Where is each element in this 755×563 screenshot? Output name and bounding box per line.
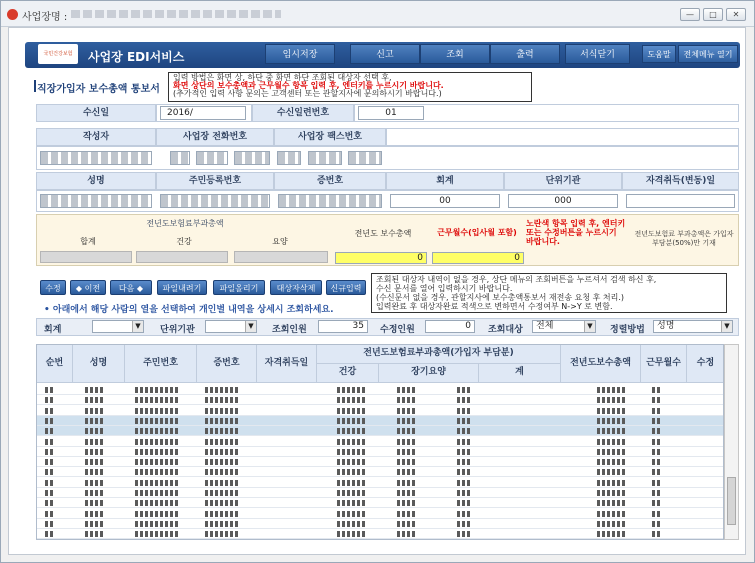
- menu-close-form[interactable]: 서식닫기: [565, 44, 630, 64]
- redacted-cell: [397, 480, 417, 486]
- redacted-cell: [652, 459, 662, 465]
- maximize-button[interactable]: □: [703, 8, 723, 21]
- redacted-cell: [85, 500, 103, 506]
- target-select-value: 전체: [536, 321, 554, 331]
- redacted-cell: [457, 439, 471, 445]
- table-row[interactable]: [37, 385, 724, 395]
- redacted-cell: [457, 469, 471, 475]
- brand-logo: 국민건강보험: [38, 44, 78, 64]
- redacted-cell: [85, 531, 103, 537]
- table-row[interactable]: [37, 447, 724, 457]
- redacted-cell: [85, 387, 103, 393]
- table-row[interactable]: [37, 416, 724, 426]
- count-value: 35: [318, 320, 368, 333]
- count-label: 조회인원: [272, 325, 307, 335]
- redacted-cell: [457, 428, 471, 434]
- col-work-months[interactable]: 근무월수: [641, 345, 687, 383]
- section-marker: [34, 80, 36, 92]
- redacted-cell: [337, 490, 365, 496]
- redacted-cell: [597, 521, 625, 527]
- filter-account-label: 회계: [44, 325, 62, 335]
- redacted-cell: [337, 459, 365, 465]
- redacted-cell: [135, 397, 179, 403]
- redacted-cell: [652, 521, 662, 527]
- redacted-cell: [652, 428, 662, 434]
- premium-health-label: 건강: [176, 237, 192, 246]
- work-months-label: 근무월수(입사월 포함): [437, 228, 517, 237]
- tip-line: (수신문서 없을 경우, 관할지사에 보수총액통보서 재전송 요청 후 처리.): [376, 293, 625, 302]
- redacted-cell: [205, 387, 239, 393]
- redacted-cell: [205, 418, 239, 424]
- redacted-cell: [397, 418, 417, 424]
- redacted-cell: [337, 428, 365, 434]
- menu-temp-save[interactable]: 임시저장: [265, 44, 335, 64]
- new-input-button[interactable]: 신규입력: [326, 280, 366, 295]
- table-row[interactable]: [37, 467, 724, 477]
- cert-no-label: 증번호: [274, 172, 386, 190]
- redacted-cell: [457, 531, 471, 537]
- redacted-cell: [45, 521, 55, 527]
- redacted-cell: [45, 418, 55, 424]
- full-menu-button[interactable]: 전체메뉴 열기: [678, 45, 738, 63]
- redacted-cell: [135, 418, 179, 424]
- redacted-cell: [337, 387, 365, 393]
- table-row[interactable]: [37, 488, 724, 498]
- col-longterm-care[interactable]: 장기요양: [379, 364, 479, 383]
- tip-line: 입력 방법은 화면 상, 하단 중 화면 하단 조회된 대상자 선택 후,: [173, 73, 392, 82]
- fax-label: 사업장 팩스번호: [274, 128, 386, 146]
- redacted-cell: [652, 439, 662, 445]
- pay-total-label: 전년도 보수총액: [354, 229, 412, 238]
- redacted-cell: [45, 439, 55, 445]
- redacted-cell: [205, 459, 239, 465]
- redacted-cell: [397, 531, 417, 537]
- menu-report[interactable]: 신고: [350, 44, 420, 64]
- redacted-cell: [457, 459, 471, 465]
- redacted-cell: [135, 500, 179, 506]
- app-logo-icon: [7, 9, 18, 20]
- redacted-cell: [652, 531, 662, 537]
- redacted-cell: [135, 439, 179, 445]
- redacted-cell: [397, 408, 417, 414]
- minimize-button[interactable]: —: [680, 8, 700, 21]
- redacted-cell: [205, 521, 239, 527]
- redacted-cell: [597, 511, 625, 517]
- premium-care-label: 요양: [272, 237, 288, 246]
- redacted-cell: [205, 428, 239, 434]
- grid-scrollbar[interactable]: [724, 344, 739, 540]
- redacted-cell: [397, 511, 417, 517]
- redacted-cell: [135, 459, 179, 465]
- qualification-date-field[interactable]: [626, 194, 735, 208]
- qualification-date-label: 자격취득(변동)일: [622, 172, 739, 190]
- redacted-cell: [457, 490, 471, 496]
- redacted-cell: [597, 480, 625, 486]
- redacted-cell: [135, 469, 179, 475]
- col-sum[interactable]: 계: [479, 364, 561, 383]
- redacted-cell: [85, 459, 103, 465]
- unit-label: 단위기관: [504, 172, 622, 190]
- redacted-cell: [205, 531, 239, 537]
- scrollbar-thumb[interactable]: [727, 477, 736, 525]
- account-select[interactable]: [92, 320, 144, 333]
- redacted-cell: [652, 449, 662, 455]
- name-field[interactable]: [40, 194, 152, 208]
- redacted-cell: [85, 469, 103, 475]
- redacted-cell: [597, 387, 625, 393]
- redacted-cell: [337, 500, 365, 506]
- window-title-redacted: [71, 10, 281, 18]
- redacted-cell: [337, 469, 365, 475]
- redacted-cell: [397, 521, 417, 527]
- col-seq[interactable]: 순번: [37, 345, 73, 383]
- redacted-cell: [85, 511, 103, 517]
- table-row[interactable]: [37, 426, 724, 436]
- tip-line: 조회된 대상자 내역이 없을 경우, 상단 메뉴의 조회버튼을 누르셔서 검색 하신 후,: [376, 275, 657, 284]
- redacted-cell: [457, 449, 471, 455]
- recv-date-label: 수신일: [36, 104, 156, 122]
- col-health[interactable]: 건강: [317, 364, 379, 383]
- tip-line: 입력완료 후 대상자완료 적색으로 변하면서 수정여부 N->Y 로 변함.: [376, 302, 613, 311]
- col-pay-total[interactable]: 전년도보수총액: [561, 345, 641, 383]
- writer-field[interactable]: [40, 151, 152, 165]
- table-row[interactable]: [37, 519, 724, 529]
- redacted-cell: [45, 469, 55, 475]
- name-label: 성명: [36, 172, 156, 190]
- unit-select[interactable]: [205, 320, 257, 333]
- col-rrn[interactable]: 주민번호: [125, 345, 197, 383]
- redacted-cell: [337, 418, 365, 424]
- redacted-cell: [85, 428, 103, 434]
- redacted-cell: [45, 449, 55, 455]
- col-modified[interactable]: 수정: [687, 345, 724, 383]
- dropdown-arrow-icon: ▼: [584, 321, 595, 332]
- redacted-cell: [135, 531, 179, 537]
- target-grid[interactable]: [36, 344, 724, 540]
- redacted-cell: [652, 387, 662, 393]
- redacted-cell: [457, 521, 471, 527]
- redacted-cell: [337, 449, 365, 455]
- sort-select-value: 성명: [657, 321, 675, 331]
- table-row[interactable]: [37, 395, 724, 405]
- redacted-cell: [397, 469, 417, 475]
- pay-total-input[interactable]: 0: [335, 252, 427, 264]
- redacted-cell: [205, 397, 239, 403]
- redacted-cell: [45, 511, 55, 517]
- phone-field-3[interactable]: [234, 151, 270, 165]
- redacted-cell: [397, 490, 417, 496]
- redacted-cell: [652, 490, 662, 496]
- sort-label: 정렬방법: [610, 325, 645, 335]
- recv-serial-label: 수신일련번호: [252, 104, 354, 122]
- sort-select[interactable]: [653, 320, 733, 333]
- redacted-cell: [597, 531, 625, 537]
- fax-field-3[interactable]: [348, 151, 382, 165]
- redacted-cell: [397, 387, 417, 393]
- redacted-cell: [457, 418, 471, 424]
- empty-header-cell: [386, 128, 739, 146]
- redacted-cell: [135, 387, 179, 393]
- edit-count-label: 수정인원: [380, 325, 415, 335]
- redacted-cell: [652, 418, 662, 424]
- redacted-cell: [45, 490, 55, 496]
- phone-label: 사업장 전화번호: [156, 128, 274, 146]
- filter-unit-label: 단위기관: [160, 325, 195, 335]
- redacted-cell: [457, 408, 471, 414]
- redacted-cell: [135, 480, 179, 486]
- tip-line: (추가적인 입력 사항 문의는 고객센터 또는 관할지사에 문의하시기 바랍니다.): [173, 89, 442, 98]
- redacted-cell: [205, 469, 239, 475]
- table-row[interactable]: [37, 437, 724, 447]
- redacted-cell: [135, 490, 179, 496]
- redacted-cell: [597, 439, 625, 445]
- col-qual-date[interactable]: 자격취득일: [257, 345, 317, 383]
- file-upload-button[interactable]: 파일올리기: [213, 280, 265, 295]
- redacted-cell: [457, 500, 471, 506]
- redacted-cell: [597, 500, 625, 506]
- redacted-cell: [85, 418, 103, 424]
- menu-print[interactable]: 출력: [490, 44, 560, 64]
- redacted-cell: [597, 418, 625, 424]
- file-download-button[interactable]: 파일내려기: [157, 280, 207, 295]
- redacted-cell: [652, 408, 662, 414]
- delete-target-button[interactable]: 대상자삭제: [270, 280, 322, 295]
- redacted-cell: [85, 449, 103, 455]
- redacted-cell: [337, 531, 365, 537]
- table-row[interactable]: [37, 509, 724, 519]
- tip-line: 수신 문서를 열어 입력하시기 바랍니다.: [376, 284, 513, 293]
- redacted-cell: [205, 449, 239, 455]
- redacted-cell: [397, 449, 417, 455]
- premium-health-field: [136, 251, 228, 263]
- redacted-cell: [397, 428, 417, 434]
- redacted-cell: [652, 511, 662, 517]
- rrn-field[interactable]: [160, 194, 270, 208]
- redacted-cell: [45, 387, 55, 393]
- tip-line-important: 화면 상단의 보수총액과 근무월수 항목 입력 후, 엔터키를 누르시기 바랍니다.: [173, 81, 444, 90]
- title-bar: [1, 1, 754, 27]
- dropdown-arrow-icon: ▼: [245, 321, 256, 332]
- edit-count-value: 0: [425, 320, 475, 333]
- redacted-cell: [597, 428, 625, 434]
- window-title: 사업장명 :: [22, 12, 68, 23]
- redacted-cell: [85, 521, 103, 527]
- redacted-cell: [397, 439, 417, 445]
- redacted-cell: [85, 480, 103, 486]
- redacted-cell: [597, 449, 625, 455]
- menu-search[interactable]: 조회: [420, 44, 490, 64]
- premium-total-field: [40, 251, 132, 263]
- search-instructions-tooltip: [371, 273, 727, 313]
- redacted-cell: [337, 397, 365, 403]
- redacted-cell: [85, 397, 103, 403]
- redacted-cell: [135, 511, 179, 517]
- redacted-cell: [652, 500, 662, 506]
- redacted-cell: [337, 521, 365, 527]
- dropdown-arrow-icon: ▼: [132, 321, 143, 332]
- redacted-cell: [85, 439, 103, 445]
- redacted-cell: [397, 459, 417, 465]
- premium-side-note: 전년도보험료 부과총액은 가입자부담분(50%)만 기재: [634, 230, 734, 247]
- redacted-cell: [457, 397, 471, 403]
- dropdown-arrow-icon: ▼: [721, 321, 732, 332]
- input-instructions-tooltip: [168, 72, 532, 102]
- redacted-cell: [205, 408, 239, 414]
- next-button[interactable]: 다음 ◆: [110, 280, 152, 295]
- fax-field-1[interactable]: [277, 151, 301, 165]
- premium-header: 전년도보험료부과총액: [146, 219, 224, 228]
- redacted-cell: [45, 397, 55, 403]
- redacted-cell: [652, 397, 662, 403]
- writer-label: 작성자: [36, 128, 156, 146]
- redacted-cell: [45, 531, 55, 537]
- redacted-cell: [205, 500, 239, 506]
- unit-field[interactable]: 000: [508, 194, 618, 208]
- target-select[interactable]: [532, 320, 596, 333]
- redacted-cell: [45, 459, 55, 465]
- redacted-cell: [397, 397, 417, 403]
- redacted-cell: [135, 428, 179, 434]
- section-title: 직장가입자 보수총액 통보서: [37, 84, 160, 95]
- redacted-cell: [205, 490, 239, 496]
- col-name[interactable]: 성명: [73, 345, 125, 383]
- redacted-cell: [652, 469, 662, 475]
- table-row[interactable]: [37, 406, 724, 416]
- account-field[interactable]: 00: [390, 194, 500, 208]
- redacted-cell: [597, 408, 625, 414]
- redacted-cell: [205, 511, 239, 517]
- redacted-cell: [457, 480, 471, 486]
- redacted-cell: [85, 408, 103, 414]
- redacted-cell: [45, 408, 55, 414]
- redacted-cell: [597, 469, 625, 475]
- recv-serial-field[interactable]: 01: [358, 106, 424, 120]
- redacted-cell: [45, 428, 55, 434]
- cert-no-field[interactable]: [278, 194, 382, 208]
- redacted-cell: [85, 490, 103, 496]
- redacted-cell: [397, 500, 417, 506]
- help-button[interactable]: 도움말: [642, 45, 676, 63]
- col-cert-no[interactable]: 증번호: [197, 345, 257, 383]
- recv-date-field[interactable]: 2016/: [160, 106, 246, 120]
- yellow-input-note: 노란색 항목 입력 후, 엔터키 또는 수정버튼을 누르시기 바랍니다.: [526, 219, 626, 246]
- redacted-cell: [337, 439, 365, 445]
- redacted-cell: [45, 480, 55, 486]
- redacted-cell: [45, 500, 55, 506]
- target-label: 조회대상: [488, 325, 523, 335]
- redacted-cell: [205, 480, 239, 486]
- fax-field-2[interactable]: [308, 151, 342, 165]
- phone-field-2[interactable]: [196, 151, 228, 165]
- premium-care-field: [234, 251, 328, 263]
- redacted-cell: [205, 439, 239, 445]
- redacted-cell: [597, 490, 625, 496]
- redacted-cell: [135, 449, 179, 455]
- prev-button[interactable]: ◆ 이전: [70, 280, 106, 295]
- col-group-premium: 전년도보험료부과총액(가입자 부담분): [317, 345, 561, 364]
- premium-total-label: 합계: [80, 237, 96, 246]
- table-row[interactable]: [37, 529, 724, 539]
- redacted-cell: [457, 511, 471, 517]
- rrn-label: 주민등록번호: [156, 172, 274, 190]
- work-months-input[interactable]: 0: [432, 252, 524, 264]
- table-row[interactable]: [37, 457, 724, 467]
- phone-field-1[interactable]: [170, 151, 190, 165]
- account-label: 회계: [386, 172, 504, 190]
- row-select-note: • 아래에서 해당 사람의 열을 선택하여 개인별 내역을 상세시 조회하세요.: [44, 305, 334, 315]
- redacted-cell: [337, 408, 365, 414]
- redacted-cell: [652, 480, 662, 486]
- table-row[interactable]: [37, 478, 724, 488]
- close-button[interactable]: ✕: [726, 8, 746, 21]
- edit-button[interactable]: 수정: [40, 280, 66, 295]
- table-row[interactable]: [37, 498, 724, 508]
- redacted-cell: [135, 408, 179, 414]
- redacted-cell: [337, 480, 365, 486]
- redacted-cell: [457, 387, 471, 393]
- redacted-cell: [135, 521, 179, 527]
- redacted-cell: [597, 459, 625, 465]
- redacted-cell: [337, 511, 365, 517]
- app-title: 사업장 EDI서비스: [88, 50, 185, 64]
- redacted-cell: [597, 397, 625, 403]
